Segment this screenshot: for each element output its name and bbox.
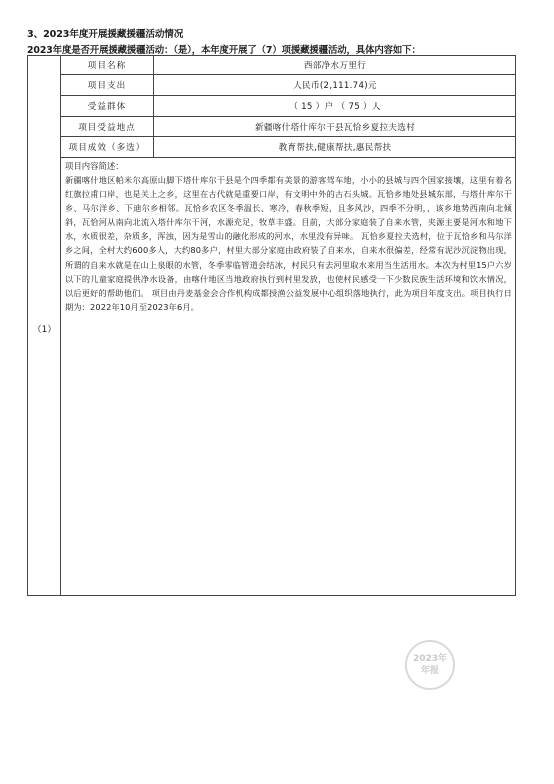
row-outcome — [61, 137, 516, 158]
label-location: 项目受益地点 — [61, 117, 154, 136]
row-project-expense — [61, 75, 516, 96]
project-description-cell — [61, 158, 516, 596]
label-beneficiaries: 受益群体 — [61, 96, 154, 116]
annual-report-watermark — [405, 640, 455, 690]
label-outcome: 项目成效（多选） — [61, 137, 154, 157]
description-title: 项目内容简述： — [65, 161, 124, 171]
value-project-name: 西部净水万里行 — [303, 61, 367, 71]
description-body: 新疆喀什地区帕米尔高原山脚下塔什库尔干县是个四季都有美景的游客驾车地，小小的县城与四个国家接壤，这里有着名红旗拉甫口岸，也是关上之乡，这里在古代就是重要口岸，有文明中外的古石头城。瓦恰乡地处县城东部，与塔什库尔干乡、马尔洋乡、下迪尔乡相邻。瓦恰乡农区冬季温长、寒冷，春秋季短，且多风沙，四季不分明，，该乡地势西南向北倾斜，瓦恰河从南向北流入塔什库尔干河，水源充足，牧草丰盛。目前，大部分家庭装了自来水管，夹源主要是河水和地下水，水质很差，杂质多，浑浊，因为是雪山的融化形成的河水，水里没有异味。 瓦恰乡夏拉夫选村，位于瓦恰乡和马尔洋乡之间，全村大约600多人，大约80多户，村里大部分家庭由政府装了自来水，自来水很偏差，经常有泥沙沉淀物出现，所谓的自来水就是在山上泉眼的水管，冬季零临管道会结冰，村民只有去河里取水来用当生活用水。本次为村里15户六岁以下的儿童家庭提供净水设备，由喀什地区当地政府执行到村里发放，也使村民感受一下少数民族生活环境和饮水情况，以后更好的帮助他们。 项目由丹麦基金会合作机构成都授渔公益发展中心组织落地执行，此为项目年度支出。项目执行日期为：2022年10月至2023年6月。 — [65, 175, 512, 312]
watermark-label: 年报 — [420, 666, 439, 676]
row-project-name — [61, 56, 516, 75]
section-heading: 3、2023年度开展援藏援疆活动情况 — [27, 29, 184, 40]
section-summary: 2023年度是否开展援藏援疆活动：（是），本年度开展了（7）项援藏援疆活动，具体内容如下： — [27, 45, 421, 56]
label-project-name: 项目名称 — [61, 56, 154, 74]
value-project-expense: 人民币(2,111.74)元 — [293, 81, 377, 91]
row-location — [61, 117, 516, 137]
record-index-column — [28, 56, 61, 595]
activity-record-table — [27, 55, 516, 596]
label-project-expense: 项目支出 — [61, 75, 154, 95]
watermark-year: 2023年 — [412, 654, 448, 664]
value-beneficiaries: （ 15 ）户 （ 75 ）人 — [289, 102, 381, 112]
row-beneficiaries — [61, 96, 516, 117]
value-outcome: 教育帮扶,健康帮扶,惠民帮扶 — [278, 143, 392, 153]
value-location: 新疆喀什塔什库尔干县瓦恰乡夏拉夫选村 — [254, 122, 416, 133]
record-index: （1） — [32, 325, 57, 335]
